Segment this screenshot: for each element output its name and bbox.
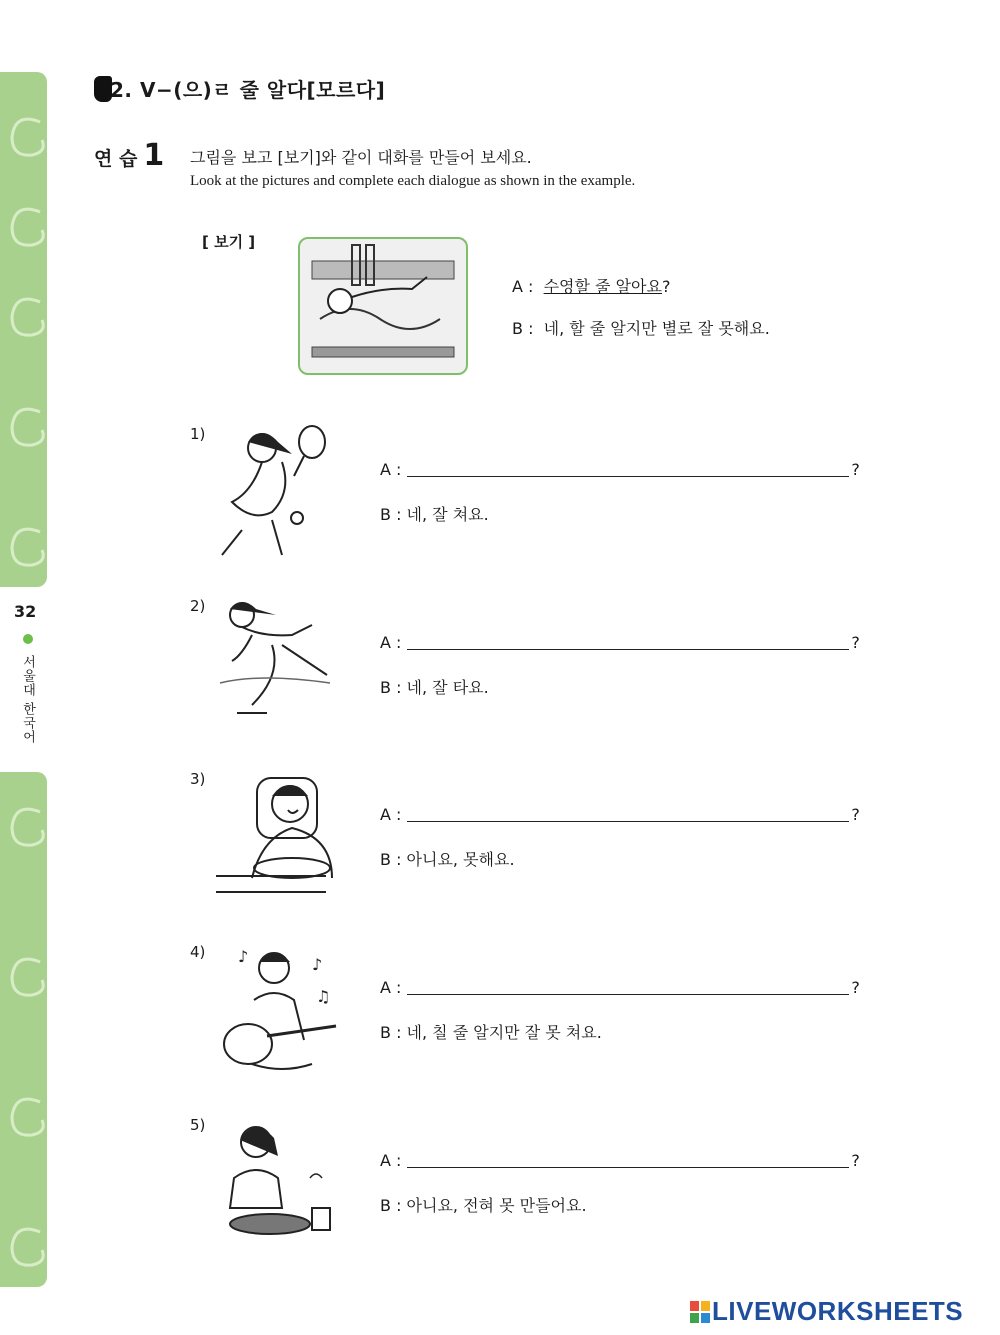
instruction-english: Look at the pictures and complete each dialogue as shown in the example. (190, 173, 636, 189)
answer-line-2: A : ? (380, 633, 860, 652)
answer-line-1: A : ? (380, 460, 860, 479)
item-number: 3) (190, 770, 206, 788)
example-label: [ 보기 ] (202, 233, 256, 251)
guitar-player-illustration (212, 940, 342, 1070)
item-number: 4) (190, 943, 206, 961)
answer-blank-1[interactable] (407, 462, 849, 477)
example-line-b: B : 네, 할 줄 알지만 별로 잘 못해요. (512, 319, 770, 338)
driver-illustration (212, 768, 342, 898)
sidebar-decoration-top (0, 72, 47, 587)
svg-text:♪: ♪ (238, 947, 249, 966)
liveworksheets-logo-icon (690, 1299, 710, 1321)
item-number: 5) (190, 1116, 206, 1134)
cook-illustration (212, 1118, 342, 1248)
green-dot (23, 634, 33, 644)
answer-blank-2[interactable] (407, 635, 849, 650)
svg-text:♪: ♪ (312, 955, 323, 974)
instruction-korean: 그림을 보고 [보기]와 같이 대화를 만들어 보세요. (190, 148, 532, 167)
page-number: 32 (14, 602, 37, 621)
practice-label: 연 습 1 (94, 138, 165, 173)
answer-line-3: A : ? (380, 805, 860, 824)
response-line-5: B : 아니요, 전혀 못 만들어요. (380, 1196, 587, 1215)
response-line-2: B : 네, 잘 타요. (380, 678, 489, 697)
item-number: 2) (190, 597, 206, 615)
sidebar-decoration-bottom (0, 772, 47, 1287)
answer-blank-3[interactable] (407, 807, 849, 822)
book-title: 서울대 한국어 (20, 655, 35, 745)
example-line-a: A : 수영할 줄 알아요? (512, 277, 671, 296)
swimming-illustration (298, 237, 468, 375)
ice-skater-illustration (212, 595, 342, 725)
response-line-4: B : 네, 칠 줄 알지만 잘 못 쳐요. (380, 1023, 602, 1042)
answer-blank-5[interactable] (407, 1153, 849, 1168)
liveworksheets-logo[interactable]: LIVEWORKSHEETS (690, 1296, 963, 1327)
section-title: 2. V−(으)ㄹ 줄 알다[모르다] (94, 74, 385, 103)
response-line-1: B : 네, 잘 쳐요. (380, 505, 489, 524)
svg-text:♫: ♫ (316, 987, 331, 1006)
item-number: 1) (190, 425, 206, 443)
response-line-3: B : 아니요, 못해요. (380, 850, 515, 869)
answer-line-5: A : ? (380, 1151, 860, 1170)
answer-blank-4[interactable] (407, 980, 849, 995)
tennis-player-illustration (212, 420, 342, 550)
answer-line-4: A : ? (380, 978, 860, 997)
